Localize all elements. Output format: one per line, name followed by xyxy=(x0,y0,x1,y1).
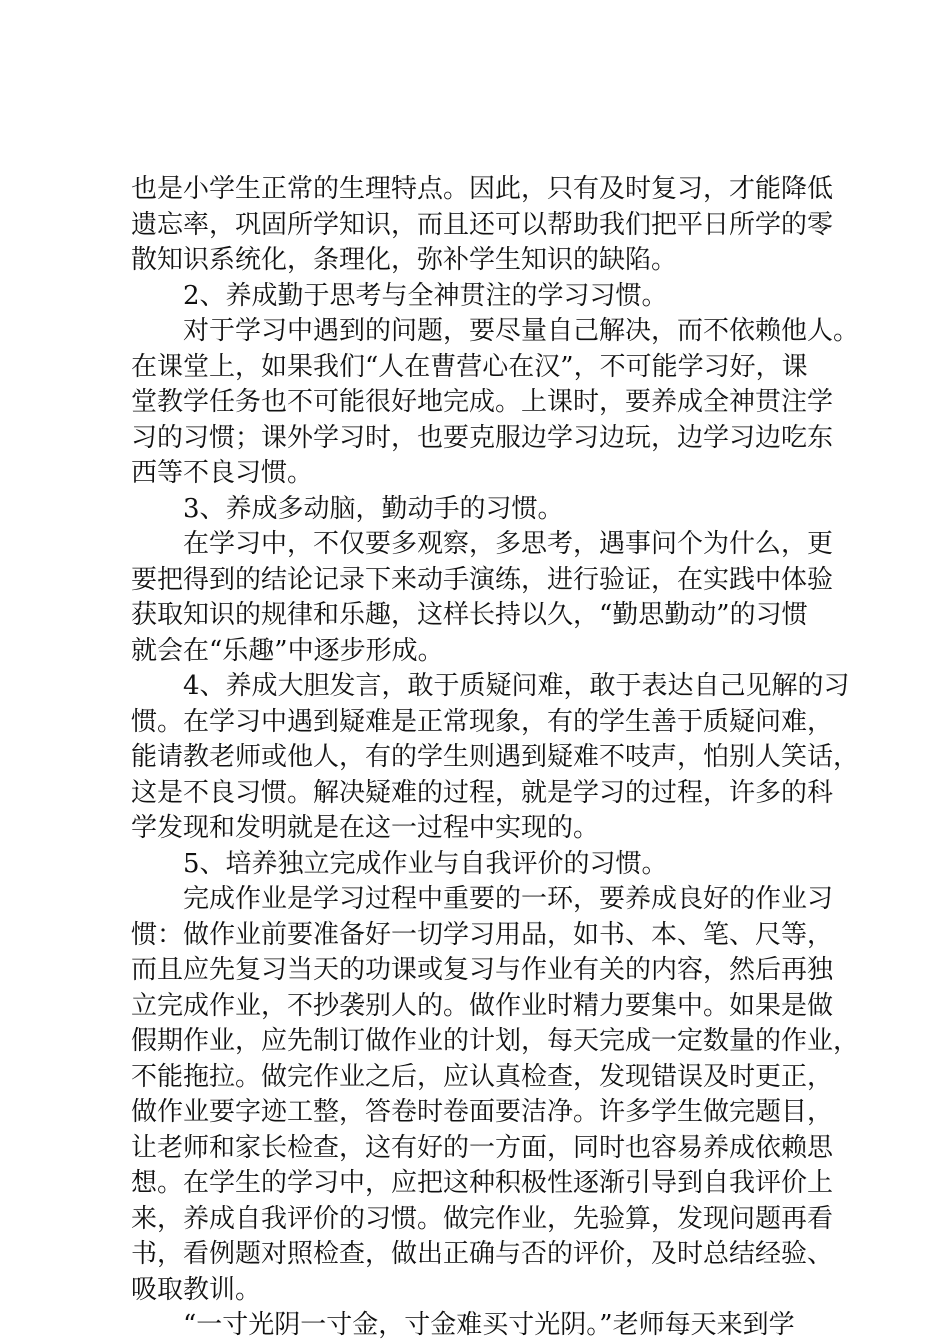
paragraph-first-line: 5、培养独立完成作业与自我评价的习惯。 xyxy=(183,848,668,879)
paragraph-first-line: 完成作业是学习过程中重要的一环，要养成良好的作业习 xyxy=(183,884,834,914)
text-line: 来，养成自我评价的习惯。做完作业，先验算，发现问题再看 xyxy=(131,1203,834,1234)
text-line: 习的习惯；课外学习时，也要克服边学习边玩，边学习边吃东 xyxy=(131,422,834,453)
text-line: 不能拖拉。做完作业之后，应认真检查，发现错误及时更正， xyxy=(131,1061,834,1092)
text-line: 这是不良习惯。解决疑难的过程，就是学习的过程，许多的科 xyxy=(131,777,834,808)
text-line: 就会在“乐趣”中逐步形成。 xyxy=(131,635,444,666)
body-text xyxy=(131,172,860,1344)
text-line: 立完成作业，不抄袭别人的。做作业时精力要集中。如果是做 xyxy=(131,990,834,1021)
text-line: 让老师和家长检查，这有好的一方面，同时也容易养成依赖思 xyxy=(131,1132,834,1163)
text-line: 获取知识的规律和乐趣，这样长持以久，“勤思勤动”的习惯 xyxy=(131,600,808,630)
text-line: 学发现和发明就是在这一过程中实现的。 xyxy=(131,813,600,843)
paragraph-first-line: “一寸光阴一寸金，寸金难买寸光阴。”老师每天来到学 xyxy=(183,1310,795,1340)
text-line: 也是小学生正常的生理特点。因此，只有及时复习，才能降低 xyxy=(131,174,834,204)
text-line: 遗忘率，巩固所学知识，而且还可以帮助我们把平日所学的零 xyxy=(131,209,834,240)
paragraph-first-line: 3、养成多动脑，勤动手的习惯。 xyxy=(183,493,564,524)
text-line: 吸取教训。 xyxy=(131,1274,262,1305)
text-line: 要把得到的结论记录下来动手演练，进行验证，在实践中体验 xyxy=(131,564,834,595)
paragraph-first-line: 在学习中，不仅要多观察，多思考，遇事问个为什么，更 xyxy=(183,529,834,559)
text-line: 在课堂上，如果我们“人在曹营心在汉”，不可能学习好，课 xyxy=(131,351,808,382)
text-line: 做作业要字迹工整，答卷时卷面要洁净。许多学生做完题目， xyxy=(131,1097,834,1127)
text-line: 想。在学生的学习中，应把这种积极性逐渐引导到自我评价上 xyxy=(131,1168,834,1198)
text-line: 能请教老师或他人，有的学生则遇到疑难不吱声，怕别人笑话， xyxy=(131,742,860,772)
text-line: 堂教学任务也不可能很好地完成。上课时，要养成全神贯注学 xyxy=(131,387,834,417)
paragraph-first-line: 2、养成勤于思考与全神贯注的学习习惯。 xyxy=(183,280,668,311)
text-line: 惯。在学习中遇到疑难是正常现象，有的学生善于质疑问难， xyxy=(131,706,834,737)
text-line: 假期作业，应先制订做作业的计划，每天完成一定数量的作业， xyxy=(131,1026,860,1056)
text-line: 散知识系统化，条理化，弥补学生知识的缺陷。 xyxy=(131,245,678,275)
text-line: 惯：做作业前要准备好一切学习用品，如书、本、笔、尺等， xyxy=(131,919,834,950)
text-line: 书，看例题对照检查，做出正确与否的评价，及时总结经验、 xyxy=(131,1239,834,1269)
text-line: 西等不良习惯。 xyxy=(131,458,314,488)
text-line: 而且应先复习当天的功课或复习与作业有关的内容，然后再独 xyxy=(131,955,834,985)
paragraph-first-line: 4、养成大胆发言，敢于质疑问难，敢于表达自己见解的习 xyxy=(183,671,850,701)
paragraph-first-line: 对于学习中遇到的问题，要尽量自己解决，而不依赖他人。 xyxy=(183,316,860,346)
